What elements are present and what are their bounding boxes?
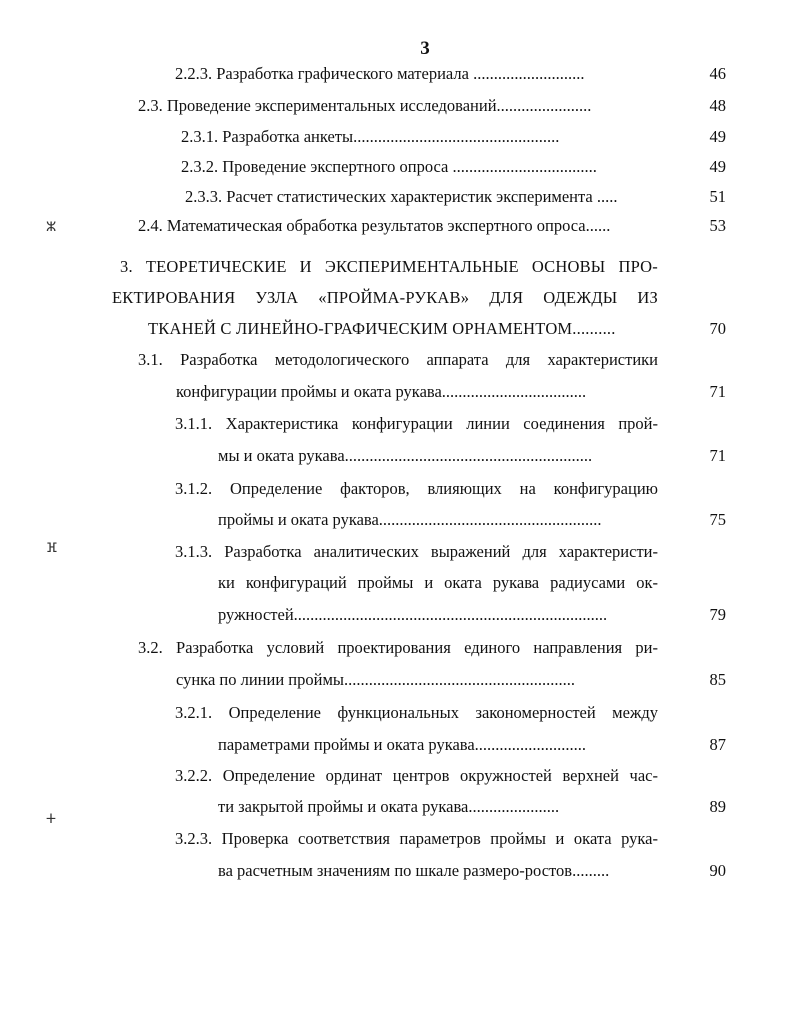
toc-entry-3-1-line-2: конфигурации проймы и оката рукава................................... xyxy=(176,382,587,401)
toc-entry-3-2-line-2: сунка по линии проймы........................................................ xyxy=(176,670,575,689)
margin-mark-1: ⵣ xyxy=(46,220,57,235)
toc-entry-3-2-3-line-1: 3.2.3. Проверка соответствия параметров проймы и оката рука- xyxy=(175,829,658,848)
toc-page-2-3: 48 xyxy=(709,96,726,115)
toc-entry-3-2-line-1: 3.2. Разработка условий проектирования единого направления ри- xyxy=(138,638,658,657)
toc-page-3-2-3: 90 xyxy=(709,861,726,880)
toc-entry-2-3-1: 2.3.1. Разработка анкеты.................................................. xyxy=(181,127,560,146)
toc-entry-2-3-2: 2.3.2. Проведение экспертного опроса ................................... xyxy=(181,157,597,176)
toc-entry-3-1-line-1: 3.1. Разработка методологического аппарата для характеристики xyxy=(138,350,658,369)
margin-mark-3: ⵜ xyxy=(46,812,56,827)
toc-entry-3-2-2-line-1: 3.2.2. Определение ординат центров окружностей верхней час- xyxy=(175,766,658,785)
toc-page-2-3-3: 51 xyxy=(709,187,726,206)
margin-mark-2: ⴼ xyxy=(46,541,58,556)
toc-page-3-1-3: 79 xyxy=(709,605,726,624)
toc-entry-2-3: 2.3. Проведение экспериментальных исследований....................... xyxy=(138,96,592,115)
toc-page-3-1: 71 xyxy=(709,382,726,401)
toc-entry-3-1-3-line-1: 3.1.3. Разработка аналитических выражений для характеристи- xyxy=(175,542,658,561)
toc-entry-3-1-2-line-1: 3.1.2. Определение факторов, влияющих на конфигурацию xyxy=(175,479,658,498)
toc-page-3-2: 85 xyxy=(709,670,726,689)
toc-chapter-3-line-3: ТКАНЕЙ С ЛИНЕЙНО-ГРАФИЧЕСКИМ ОРНАМЕНТОМ.......... xyxy=(148,319,616,338)
toc-page-3-1-2: 75 xyxy=(709,510,726,529)
toc-page-2-2-3: 46 xyxy=(709,64,726,83)
toc-page-2-4: 53 xyxy=(709,216,726,235)
toc-page-3-2-1: 87 xyxy=(709,735,726,754)
toc-chapter-3-line-1: 3. ТЕОРЕТИЧЕСКИЕ И ЭКСПЕРИМЕНТАЛЬНЫЕ ОСНОВЫ ПРО- xyxy=(120,257,658,276)
toc-entry-3-2-1-line-1: 3.2.1. Определение функциональных закономерностей между xyxy=(175,703,658,722)
toc-page-chapter-3: 70 xyxy=(709,319,726,338)
toc-entry-3-1-3-line-3: ружностей............................................................................ xyxy=(218,605,608,624)
toc-entry-3-1-1-line-2: мы и оката рукава............................................................ xyxy=(218,446,593,465)
toc-page-2-3-1: 49 xyxy=(709,127,726,146)
toc-entry-3-2-1-line-2: параметрами проймы и оката рукава........................... xyxy=(218,735,587,754)
toc-entry-3-2-2-line-2: ти закрытой проймы и оката рукава...................... xyxy=(218,797,560,816)
toc-entry-3-1-2-line-2: проймы и оката рукава...................................................... xyxy=(218,510,602,529)
toc-entry-3-1-3-line-2: ки конфигураций проймы и оката рукава радиусами ок- xyxy=(218,573,658,592)
toc-entry-3-2-3-line-2: ва расчетным значениям по шкале размеро-ростов......... xyxy=(218,861,610,880)
toc-page-2-3-2: 49 xyxy=(709,157,726,176)
toc-chapter-3-line-2: ЕКТИРОВАНИЯ УЗЛА «ПРОЙМА-РУКАВ» ДЛЯ ОДЕЖДЫ ИЗ xyxy=(112,288,658,307)
page-number: 3 xyxy=(420,38,430,59)
toc-entry-2-4: 2.4. Математическая обработка результатов экспертного опроса...... xyxy=(138,216,611,235)
toc-page-3-2-2: 89 xyxy=(709,797,726,816)
toc-entry-2-3-3: 2.3.3. Расчет статистических характеристик эксперимента ..... xyxy=(185,187,618,206)
toc-entry-3-1-1-line-1: 3.1.1. Характеристика конфигурации линии соединения прой- xyxy=(175,414,658,433)
toc-entry-2-2-3: 2.2.3. Разработка графического материала ........................... xyxy=(175,64,585,83)
toc-page-3-1-1: 71 xyxy=(709,446,726,465)
